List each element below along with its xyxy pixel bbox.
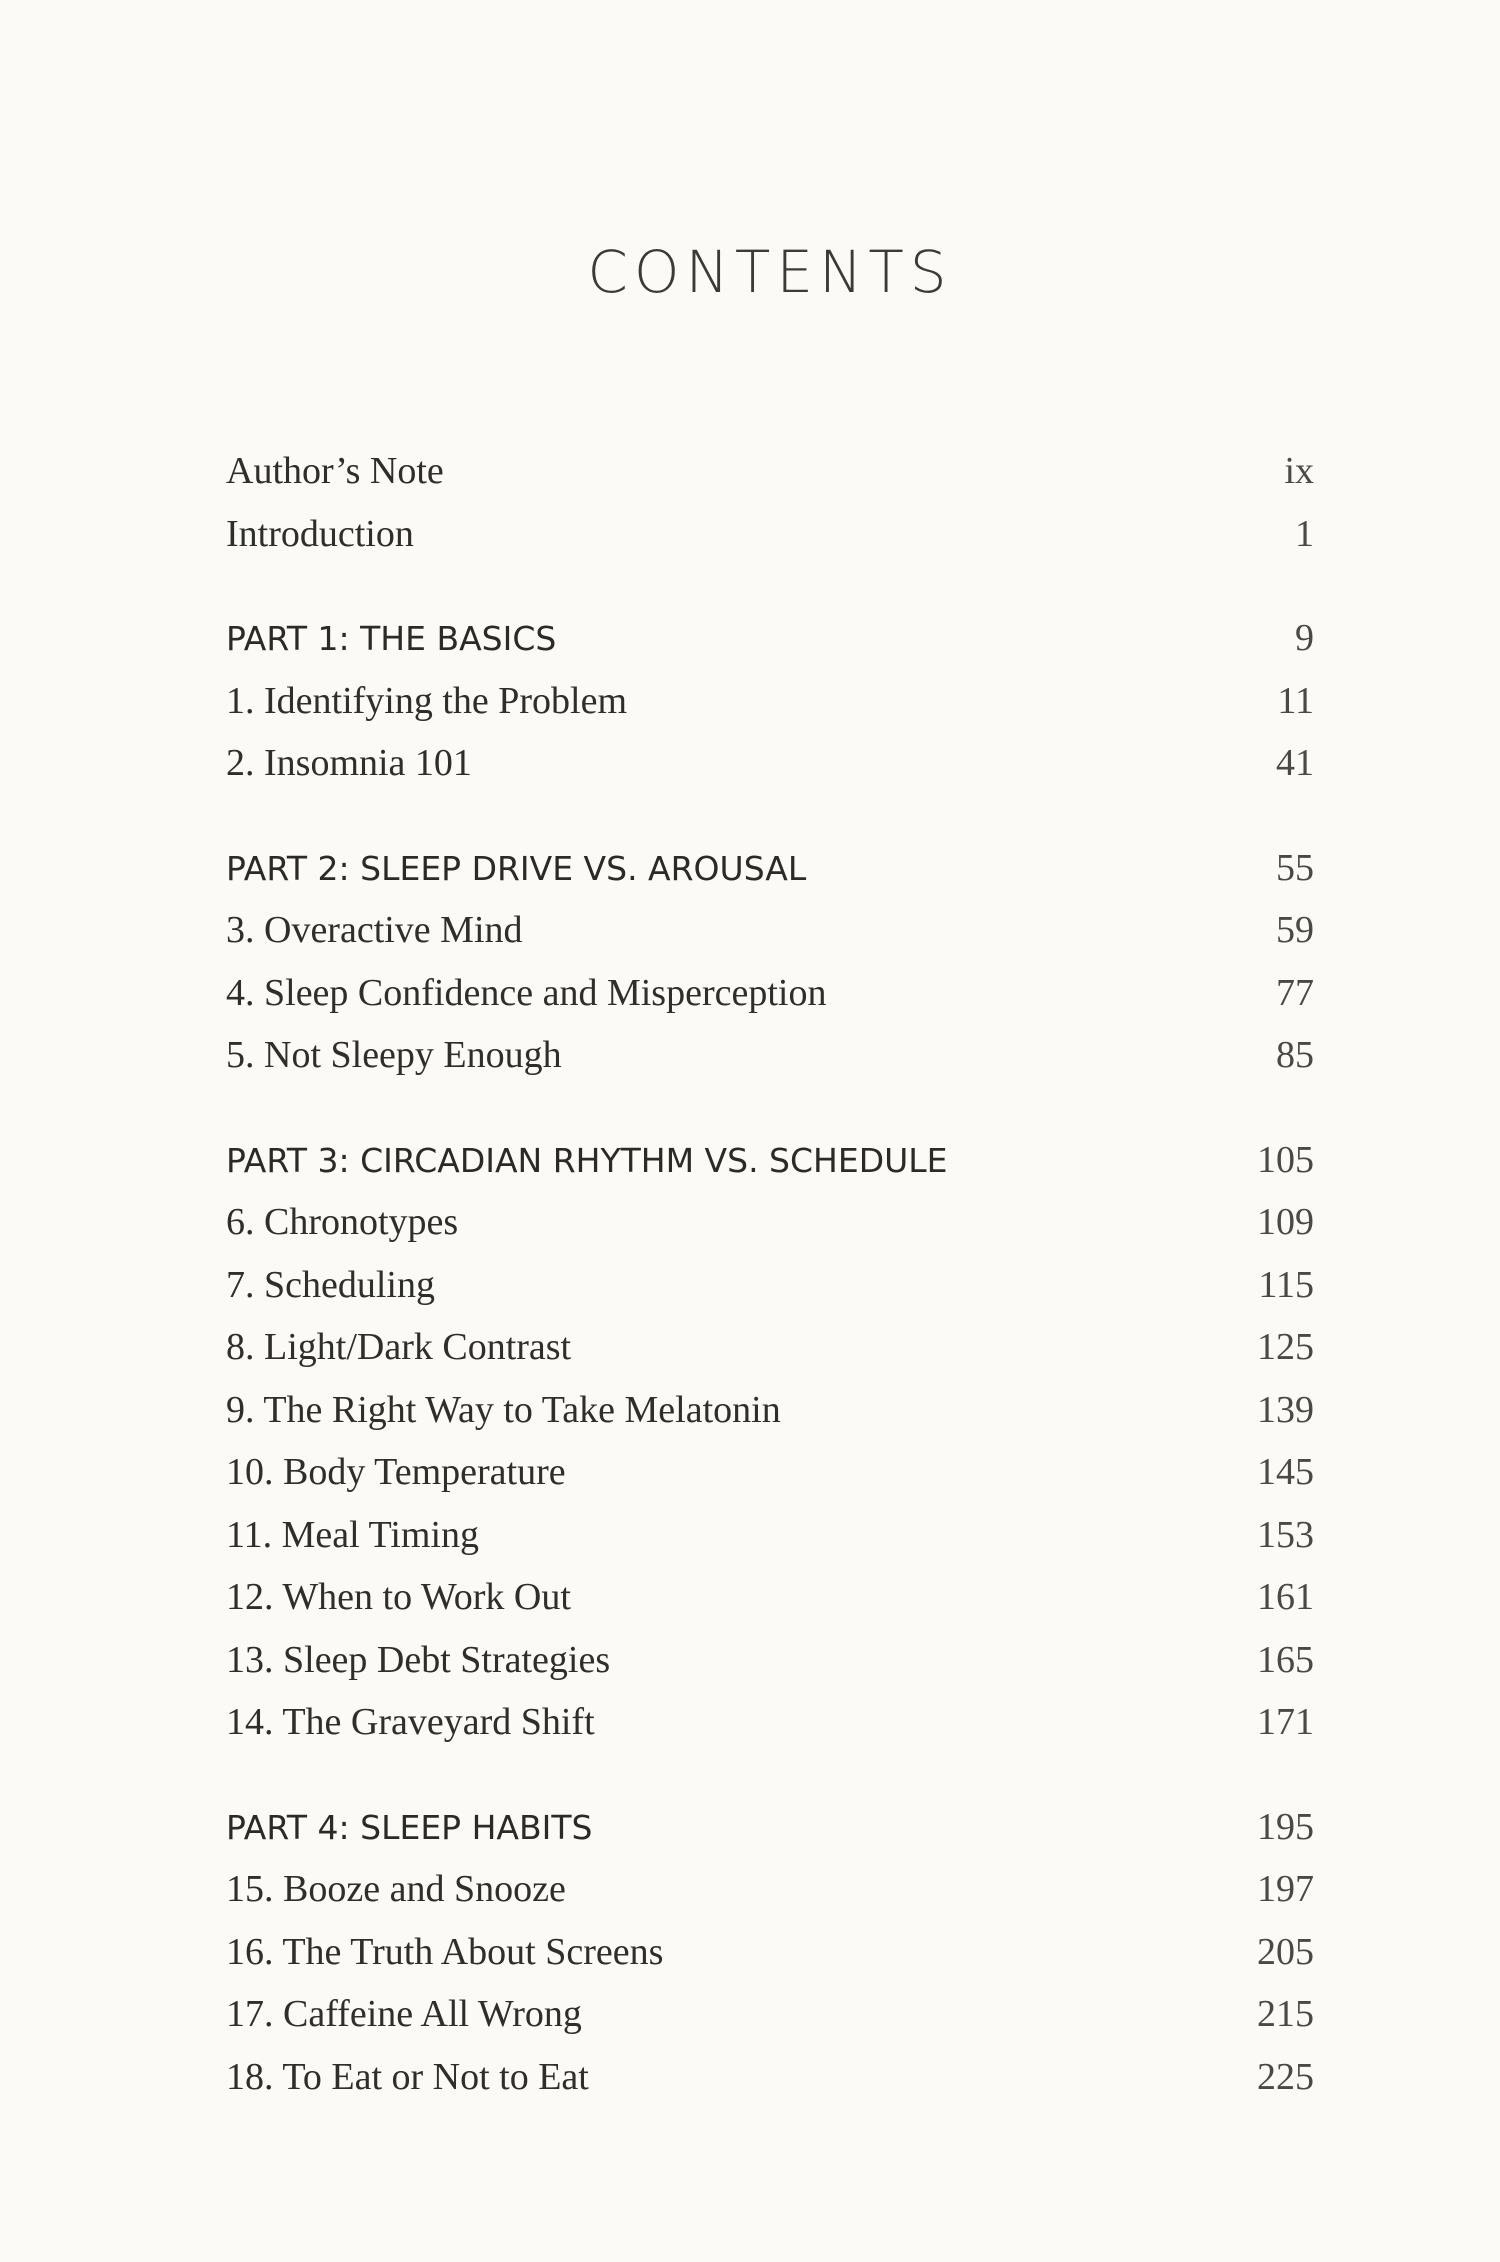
toc-page-number: 171 <box>1257 1701 1314 1743</box>
toc-chapter-label: 8. Light/Dark Contrast <box>226 1326 572 1368</box>
toc-page-number: 41 <box>1276 742 1314 784</box>
toc-chapter-label: 4. Sleep Confidence and Misperception <box>226 971 827 1014</box>
toc-page-number: 145 <box>1257 1451 1314 1493</box>
toc-part-1 <box>226 607 1314 670</box>
toc-page-number: 215 <box>1257 1993 1314 2035</box>
toc-page-number: 11 <box>1277 679 1314 722</box>
toc-chapter-label: 17. Caffeine All Wrong <box>226 1993 582 2035</box>
toc-page-number: 165 <box>1257 1638 1314 1681</box>
toc-chapter-7 <box>226 1254 1314 1317</box>
toc-chapter-9 <box>226 1379 1314 1442</box>
toc-chapter-label: 14. The Graveyard Shift <box>226 1701 595 1743</box>
toc-chapter-label: 3. Overactive Mind <box>226 909 523 951</box>
toc-chapter-label: 12. When to Work Out <box>226 1576 571 1618</box>
toc-chapter-3 <box>226 899 1314 962</box>
toc-chapter-label: 6. Chronotypes <box>226 1201 459 1243</box>
toc-page-number: 225 <box>1257 2055 1314 2098</box>
toc-chapter-label: 18. To Eat or Not to Eat <box>226 2055 589 2098</box>
toc-entry-authors-note <box>226 440 1314 503</box>
toc-page-number: 125 <box>1257 1326 1314 1368</box>
toc-page-number: 115 <box>1258 1263 1314 1306</box>
toc-chapter-label: 5. Not Sleepy Enough <box>226 1034 562 1076</box>
toc-chapter-14 <box>226 1691 1314 1754</box>
toc-chapter-label: 7. Scheduling <box>226 1263 435 1306</box>
toc-part-heading: PART 1: THE BASICS <box>226 619 557 658</box>
toc-page-number: 85 <box>1276 1034 1314 1076</box>
toc-chapter-10 <box>226 1441 1314 1504</box>
toc-chapter-label: 11. Meal Timing <box>226 1513 480 1556</box>
toc-page-number: 59 <box>1276 909 1314 951</box>
toc-part-4 <box>226 1796 1314 1859</box>
toc-chapter-label: 1. Identifying the Problem <box>226 679 628 722</box>
toc-chapter-17 <box>226 1983 1314 2046</box>
toc-page-number: 77 <box>1276 971 1314 1014</box>
toc-chapter-15 <box>226 1858 1314 1921</box>
toc-chapter-16 <box>226 1921 1314 1984</box>
toc-chapter-6 <box>226 1191 1314 1254</box>
toc-part-heading: PART 3: CIRCADIAN RHYTHM VS. SCHEDULE <box>226 1140 948 1180</box>
toc-chapter-4 <box>226 962 1314 1025</box>
page-title: CONTENTS <box>587 238 953 306</box>
toc-part-heading: PART 4: SLEEP HABITS <box>226 1807 593 1847</box>
toc-page-number: 9 <box>1295 617 1314 659</box>
toc-page-number: 195 <box>1257 1805 1314 1848</box>
toc-chapter-11 <box>226 1504 1314 1567</box>
toc-chapter-label: 9. The Right Way to Take Melatonin <box>226 1388 781 1431</box>
table-of-contents <box>226 440 1314 2108</box>
toc-entry-label: Author’s Note <box>226 450 444 492</box>
toc-part-3 <box>226 1129 1314 1192</box>
toc-page-number: 105 <box>1257 1138 1314 1181</box>
toc-chapter-label: 13. Sleep Debt Strategies <box>226 1638 611 1681</box>
toc-chapter-18 <box>226 2046 1314 2109</box>
toc-page-number: 205 <box>1257 1930 1314 1973</box>
toc-chapter-1 <box>226 670 1314 733</box>
toc-page-number: 139 <box>1257 1388 1314 1431</box>
toc-page-number: 55 <box>1276 846 1314 889</box>
toc-chapter-2 <box>226 732 1314 795</box>
toc-page-number: 197 <box>1257 1868 1314 1910</box>
toc-part-2 <box>226 837 1314 900</box>
toc-page-number: 1 <box>1295 512 1314 555</box>
toc-chapter-label: 16. The Truth About Screens <box>226 1930 664 1973</box>
toc-chapter-label: 2. Insomnia 101 <box>226 742 472 784</box>
toc-page-number: ix <box>1284 450 1314 492</box>
toc-chapter-label: 10. Body Temperature <box>226 1451 566 1493</box>
toc-entry-introduction <box>226 503 1314 566</box>
toc-chapter-label: 15. Booze and Snooze <box>226 1868 566 1910</box>
toc-chapter-12 <box>226 1566 1314 1629</box>
toc-chapter-8 <box>226 1316 1314 1379</box>
toc-part-heading: PART 2: SLEEP DRIVE VS. AROUSAL <box>226 848 807 888</box>
toc-page-number: 161 <box>1257 1576 1314 1618</box>
toc-page-number: 109 <box>1257 1201 1314 1243</box>
toc-entry-label: Introduction <box>226 512 414 555</box>
toc-chapter-5 <box>226 1024 1314 1087</box>
toc-chapter-13 <box>226 1629 1314 1692</box>
toc-page-number: 153 <box>1257 1513 1314 1556</box>
